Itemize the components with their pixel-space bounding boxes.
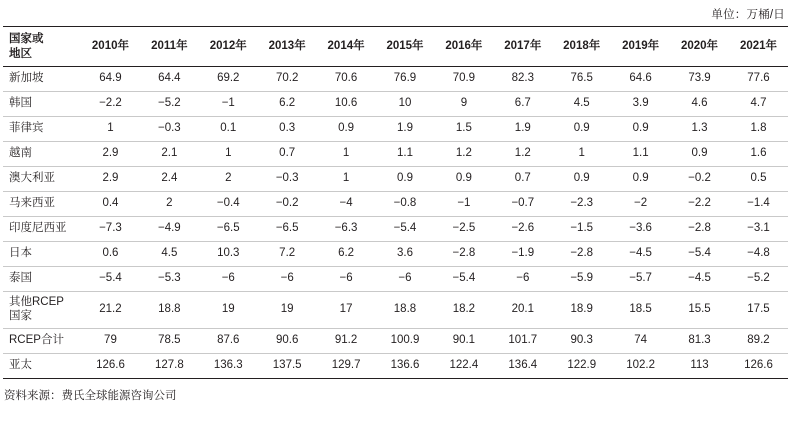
cell: 82.3 — [493, 67, 552, 92]
cell: 1.1 — [611, 142, 670, 167]
cell: −5.4 — [81, 267, 140, 292]
row-label: RCEP合计 — [3, 328, 81, 353]
cell: 9 — [434, 92, 493, 117]
cell: −2.3 — [552, 192, 611, 217]
cell: 0.9 — [670, 142, 729, 167]
cell: −5.4 — [670, 242, 729, 267]
cell: 1 — [81, 117, 140, 142]
cell: −5.2 — [729, 267, 788, 292]
row-label-line2: 国家 — [9, 309, 32, 322]
cell: 137.5 — [258, 353, 317, 378]
cell: 0.9 — [611, 167, 670, 192]
cell: 74 — [611, 328, 670, 353]
cell: 129.7 — [317, 353, 376, 378]
cell: 1.5 — [434, 117, 493, 142]
cell: −7.3 — [81, 217, 140, 242]
cell: 100.9 — [376, 328, 435, 353]
cell: 0.5 — [729, 167, 788, 192]
cell: 73.9 — [670, 67, 729, 92]
corner-header-cell — [3, 27, 81, 67]
cell: 90.1 — [434, 328, 493, 353]
cell: 1.2 — [493, 142, 552, 167]
table-row — [3, 267, 788, 292]
cell: −6 — [258, 267, 317, 292]
cell: 126.6 — [729, 353, 788, 378]
cell: 18.2 — [434, 292, 493, 329]
cell: −3.6 — [611, 217, 670, 242]
cell: 7.2 — [258, 242, 317, 267]
cell: 1.3 — [670, 117, 729, 142]
cell: 102.2 — [611, 353, 670, 378]
cell: −0.2 — [670, 167, 729, 192]
table-header — [3, 27, 788, 67]
cell: 136.6 — [376, 353, 435, 378]
cell: 90.3 — [552, 328, 611, 353]
corner-header-line1: 国家或 — [9, 33, 44, 46]
cell: 69.2 — [199, 67, 258, 92]
cell: 79 — [81, 328, 140, 353]
cell: 81.3 — [670, 328, 729, 353]
column-header-2011: 2011年 — [140, 27, 199, 67]
cell: 87.6 — [199, 328, 258, 353]
cell: 0.9 — [552, 117, 611, 142]
cell: 21.2 — [81, 292, 140, 329]
row-label: 菲律宾 — [3, 117, 81, 142]
cell: 3.9 — [611, 92, 670, 117]
cell: −1.5 — [552, 217, 611, 242]
cell: 64.9 — [81, 67, 140, 92]
table-row — [3, 328, 788, 353]
cell: −3.1 — [729, 217, 788, 242]
cell: 17 — [317, 292, 376, 329]
cell: 91.2 — [317, 328, 376, 353]
cell: 0.3 — [258, 117, 317, 142]
cell: 3.6 — [376, 242, 435, 267]
cell: 4.5 — [552, 92, 611, 117]
cell: 78.5 — [140, 328, 199, 353]
cell: 113 — [670, 353, 729, 378]
cell: −0.4 — [199, 192, 258, 217]
corner-header-line2: 地区 — [9, 47, 32, 60]
row-label: 新加坡 — [3, 67, 81, 92]
cell: −4.8 — [729, 242, 788, 267]
row-label: 亚太 — [3, 353, 81, 378]
cell: 122.4 — [434, 353, 493, 378]
cell: 0.7 — [258, 142, 317, 167]
row-label: 越南 — [3, 142, 81, 167]
source-note: 资料来源：费氏全球能源咨询公司 — [4, 389, 177, 402]
row-label: 泰国 — [3, 267, 81, 292]
cell: 90.6 — [258, 328, 317, 353]
cell: 122.9 — [552, 353, 611, 378]
table-row — [3, 92, 788, 117]
column-header-2017: 2017年 — [493, 27, 552, 67]
cell: 0.9 — [317, 117, 376, 142]
cell: −0.3 — [140, 117, 199, 142]
cell: 127.8 — [140, 353, 199, 378]
cell: −1.9 — [493, 242, 552, 267]
cell: 0.9 — [376, 167, 435, 192]
cell: 89.2 — [729, 328, 788, 353]
cell: −2.2 — [670, 192, 729, 217]
column-header-2019: 2019年 — [611, 27, 670, 67]
cell: −0.7 — [493, 192, 552, 217]
cell: −1 — [434, 192, 493, 217]
cell: 1.6 — [729, 142, 788, 167]
cell: −2.8 — [434, 242, 493, 267]
cell: −6.3 — [317, 217, 376, 242]
cell: −4.9 — [140, 217, 199, 242]
column-header-2016: 2016年 — [434, 27, 493, 67]
cell: 64.4 — [140, 67, 199, 92]
cell: −6 — [199, 267, 258, 292]
column-header-2013: 2013年 — [258, 27, 317, 67]
cell: 1 — [199, 142, 258, 167]
cell: −5.3 — [140, 267, 199, 292]
row-label: 日本 — [3, 242, 81, 267]
cell: 4.7 — [729, 92, 788, 117]
cell: 10 — [376, 92, 435, 117]
cell: 6.7 — [493, 92, 552, 117]
cell: 18.8 — [140, 292, 199, 329]
cell: 136.4 — [493, 353, 552, 378]
cell: 18.8 — [376, 292, 435, 329]
cell: 126.6 — [81, 353, 140, 378]
cell: 76.9 — [376, 67, 435, 92]
cell: −2.6 — [493, 217, 552, 242]
cell: 1 — [552, 142, 611, 167]
cell: 2.9 — [81, 167, 140, 192]
cell: 0.9 — [434, 167, 493, 192]
cell: −0.2 — [258, 192, 317, 217]
cell: −6 — [376, 267, 435, 292]
column-header-2021: 2021年 — [729, 27, 788, 67]
cell: −4.5 — [670, 267, 729, 292]
cell: −6 — [317, 267, 376, 292]
row-label — [3, 292, 81, 329]
cell: −1.4 — [729, 192, 788, 217]
cell: 10.3 — [199, 242, 258, 267]
column-header-2014: 2014年 — [317, 27, 376, 67]
unit-note: 单位：万桶/日 — [711, 9, 785, 21]
cell: −6 — [493, 267, 552, 292]
cell: 6.2 — [317, 242, 376, 267]
cell: 0.9 — [611, 117, 670, 142]
cell: −4.5 — [611, 242, 670, 267]
cell: −6.5 — [199, 217, 258, 242]
cell: −4 — [317, 192, 376, 217]
cell: −2.5 — [434, 217, 493, 242]
cell: 0.4 — [81, 192, 140, 217]
table-row — [3, 292, 788, 329]
cell: 2.4 — [140, 167, 199, 192]
cell: 2 — [140, 192, 199, 217]
row-label: 韩国 — [3, 92, 81, 117]
cell: 76.5 — [552, 67, 611, 92]
column-header-2015: 2015年 — [376, 27, 435, 67]
cell: 0.7 — [493, 167, 552, 192]
cell: −1 — [199, 92, 258, 117]
cell: 18.9 — [552, 292, 611, 329]
table-row — [3, 217, 788, 242]
table-row — [3, 192, 788, 217]
cell: 10.6 — [317, 92, 376, 117]
cell: 20.1 — [493, 292, 552, 329]
column-header-2020: 2020年 — [670, 27, 729, 67]
cell: 64.6 — [611, 67, 670, 92]
row-label-line1: 其他RCEP — [9, 296, 64, 308]
table-row — [3, 67, 788, 92]
table-row — [3, 142, 788, 167]
cell: 77.6 — [729, 67, 788, 92]
cell: −0.8 — [376, 192, 435, 217]
cell: 70.6 — [317, 67, 376, 92]
cell: 4.6 — [670, 92, 729, 117]
cell: −2.2 — [81, 92, 140, 117]
header-row — [3, 27, 788, 67]
cell: 15.5 — [670, 292, 729, 329]
cell: 1.9 — [376, 117, 435, 142]
table-row — [3, 353, 788, 378]
cell: 70.2 — [258, 67, 317, 92]
cell: 1 — [317, 167, 376, 192]
cell: −2 — [611, 192, 670, 217]
cell: −2.8 — [552, 242, 611, 267]
row-label: 澳大利亚 — [3, 167, 81, 192]
cell: 70.9 — [434, 67, 493, 92]
cell: −6.5 — [258, 217, 317, 242]
table-row — [3, 242, 788, 267]
cell: 17.5 — [729, 292, 788, 329]
cell: 1 — [317, 142, 376, 167]
oil-balance-table — [3, 26, 788, 379]
cell: −5.4 — [434, 267, 493, 292]
cell: −5.4 — [376, 217, 435, 242]
cell: 101.7 — [493, 328, 552, 353]
cell: 0.6 — [81, 242, 140, 267]
column-header-2018: 2018年 — [552, 27, 611, 67]
cell: −2.8 — [670, 217, 729, 242]
table-row — [3, 117, 788, 142]
cell: 1.1 — [376, 142, 435, 167]
cell: −5.9 — [552, 267, 611, 292]
cell: 2.1 — [140, 142, 199, 167]
table-row — [3, 167, 788, 192]
column-header-2010: 2010年 — [81, 27, 140, 67]
cell: 2 — [199, 167, 258, 192]
cell: −5.7 — [611, 267, 670, 292]
cell: 4.5 — [140, 242, 199, 267]
cell: 19 — [258, 292, 317, 329]
table-body — [3, 67, 788, 379]
cell: −0.3 — [258, 167, 317, 192]
column-header-2012: 2012年 — [199, 27, 258, 67]
cell: −5.2 — [140, 92, 199, 117]
cell: 0.9 — [552, 167, 611, 192]
cell: 19 — [199, 292, 258, 329]
cell: 2.9 — [81, 142, 140, 167]
cell: 136.3 — [199, 353, 258, 378]
cell: 0.1 — [199, 117, 258, 142]
cell: 1.2 — [434, 142, 493, 167]
row-label: 马来西亚 — [3, 192, 81, 217]
cell: 1.9 — [493, 117, 552, 142]
cell: 1.8 — [729, 117, 788, 142]
cell: 18.5 — [611, 292, 670, 329]
cell: 6.2 — [258, 92, 317, 117]
row-label: 印度尼西亚 — [3, 217, 81, 242]
